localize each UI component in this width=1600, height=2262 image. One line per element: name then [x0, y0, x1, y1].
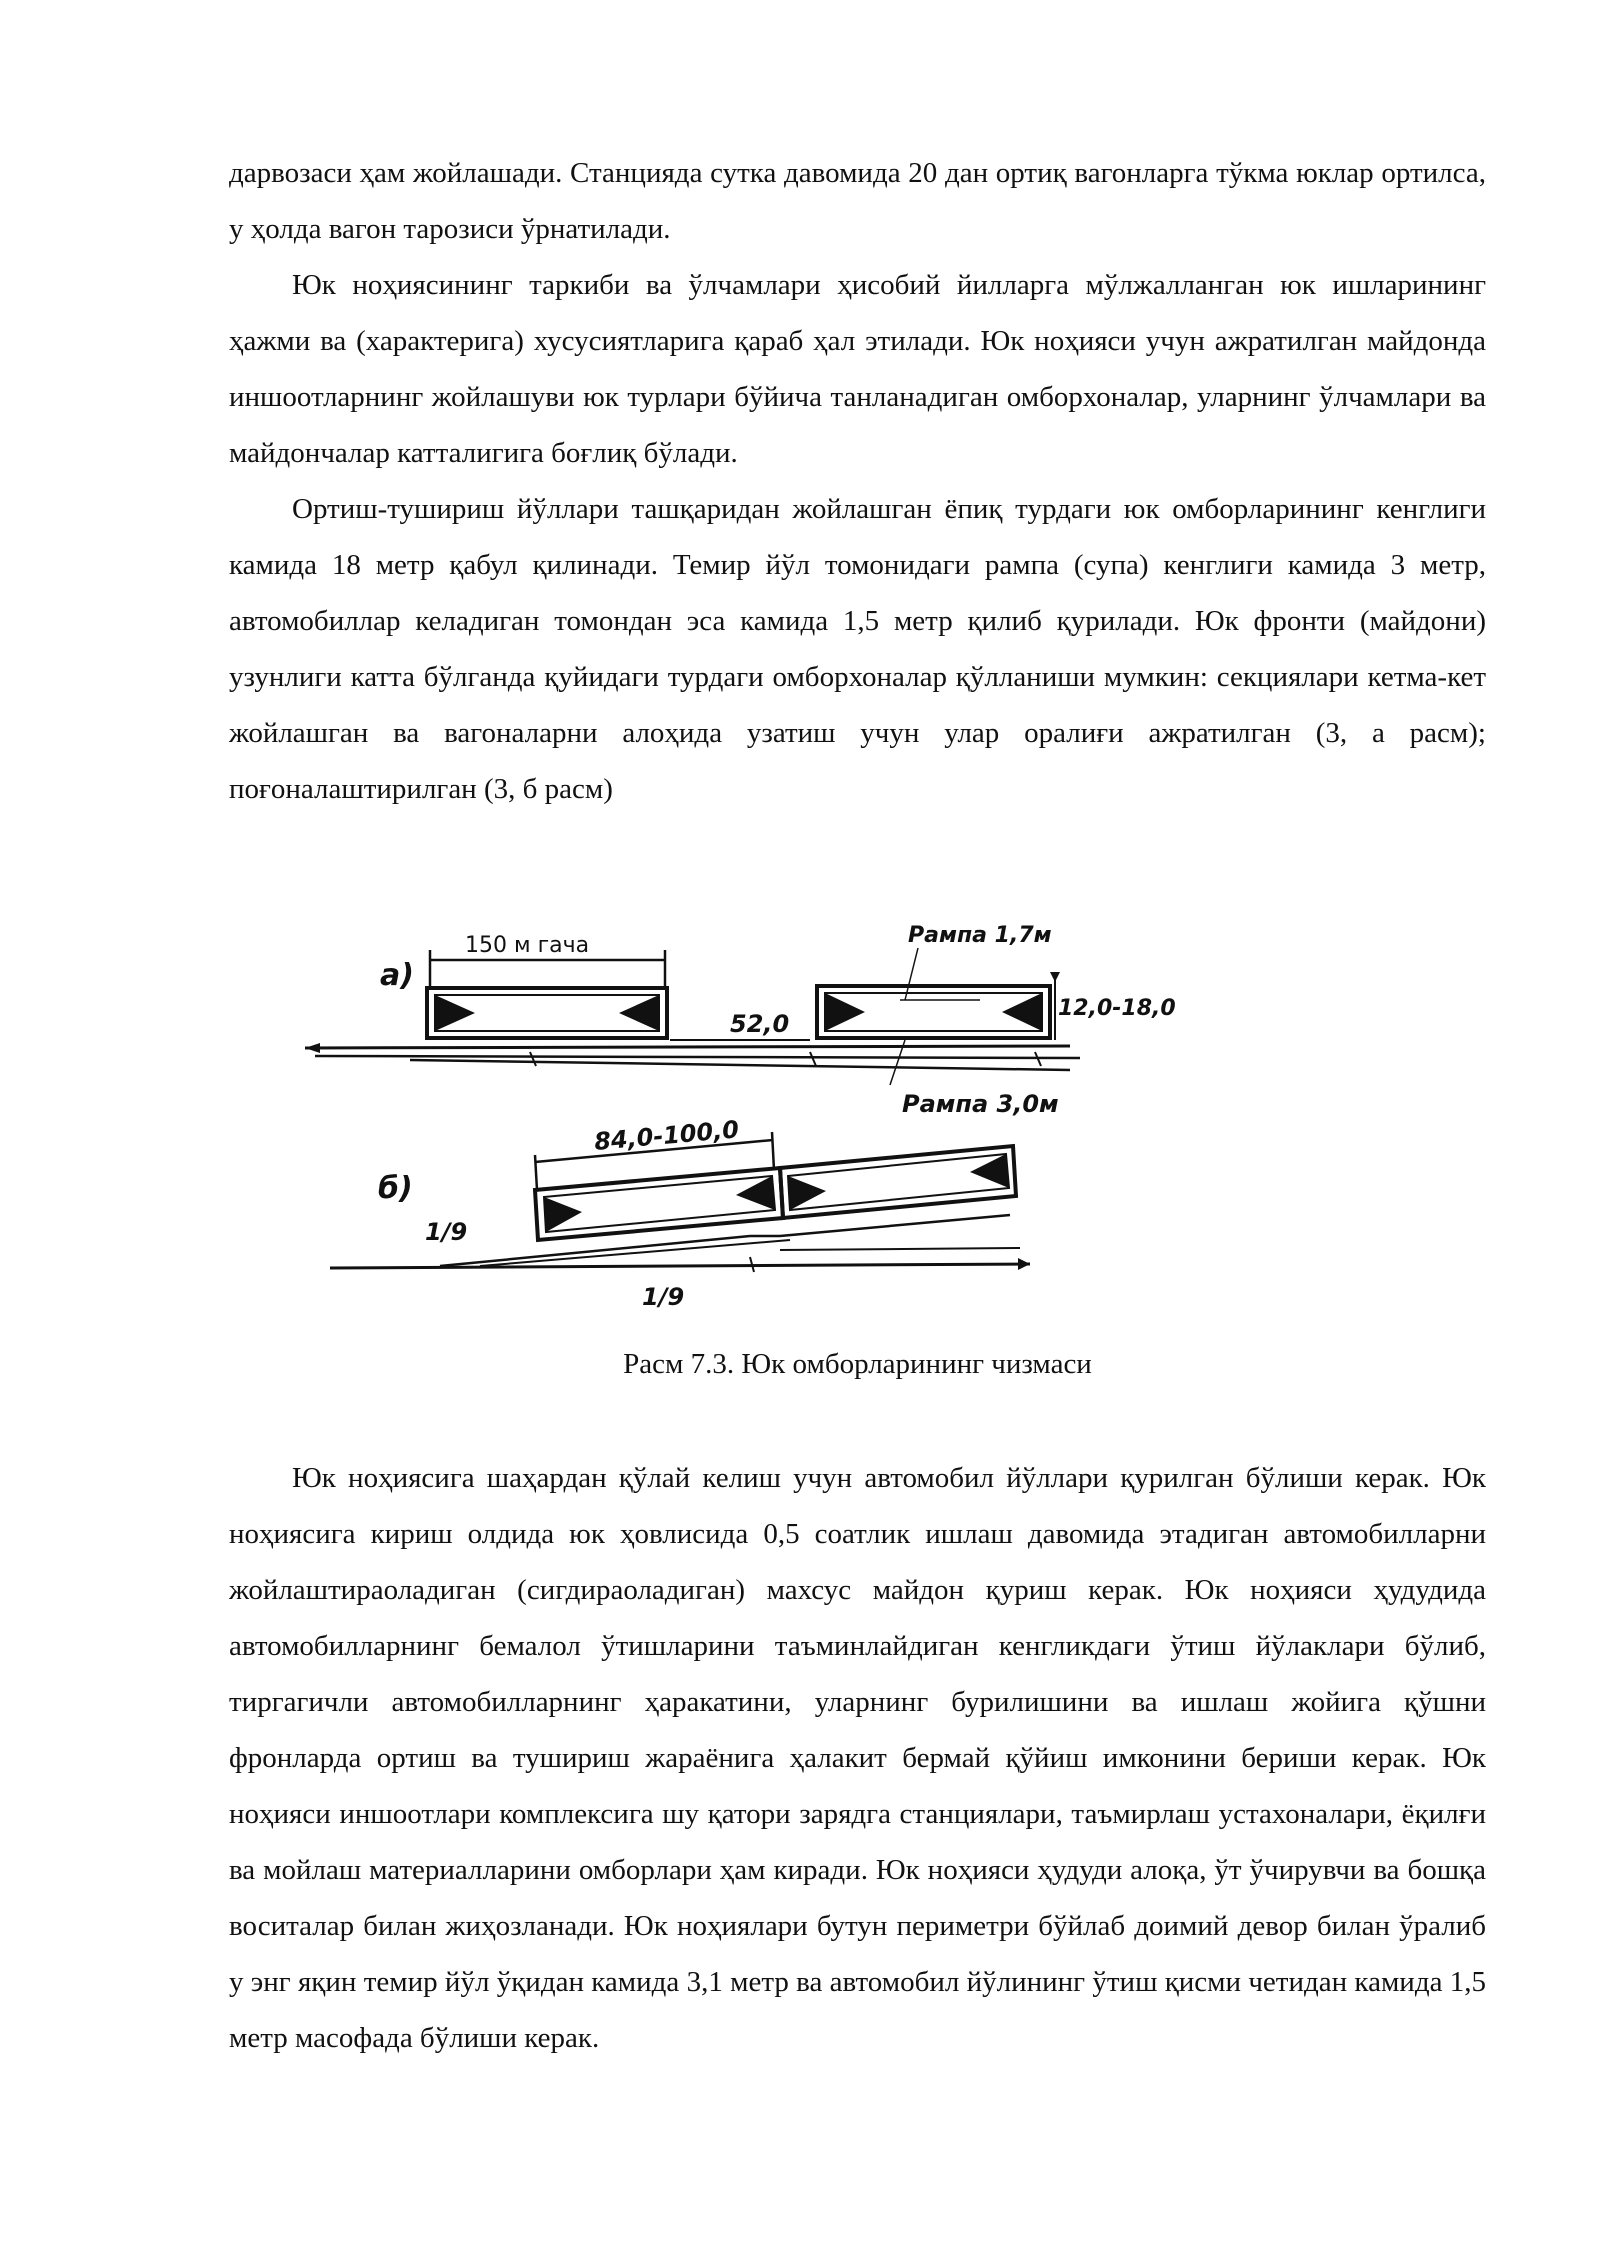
track-b-branch-4: [780, 1248, 1020, 1250]
label-b: б): [378, 1171, 413, 1206]
track-b-branch-3: [780, 1215, 1010, 1236]
track-tick-1: [530, 1052, 536, 1066]
track-b-branch-1: [440, 1236, 750, 1266]
track-b-end-right: [1018, 1258, 1030, 1270]
track-tick-2: [810, 1052, 816, 1066]
track-a-1: [305, 1046, 1070, 1048]
dim-b-tick-right: [772, 1132, 774, 1170]
track-b-branch-2: [480, 1240, 790, 1266]
figure-caption: Расм 7.3. Юк омборларининг чизмаси: [623, 1348, 1092, 1380]
track-a-end-left: [305, 1043, 320, 1053]
slope-left-label: 1/9: [425, 1218, 468, 1246]
slope-bottom-label: 1/9: [642, 1283, 685, 1311]
warehouse-layout-figure: [290, 900, 1190, 1330]
warehouse-b1-left-mark: [544, 1197, 582, 1232]
width-range-label: 12,0-18,0: [1058, 996, 1176, 1021]
paragraph-3: Ортиш-тушириш йўллари ташқаридан жойлашган ёпиқ турдаги юк омборларининг кенглиги камида 18 метр қабул қилинади. Темир йўл томонидаги рампа (супа) кенглиги камида 3 метр, автомобиллар келадиган томондан эса камида 1,5 метр қилиб қурилади. Юк фронти (майдони) узунлиги катта бўлганда қуйидаги турдаги омборхоналар қўлланиши мумкин: секциялари кетма-кет жойлашган ва вагоналарни алоҳида узатиш учун улар оралиғи ажратилган (3, а расм); поғоналаштирилган (3, б расм): [229, 493, 1486, 805]
warehouse-a1-right-mark: [619, 995, 659, 1031]
paragraph-2: Юк ноҳиясининг таркиби ва ўлчамлари ҳисобий йилларга мўлжалланган юк ишларининг ҳажми ва (характерига) хусусиятларига қараб ҳал этилади. Юк ноҳияси учун ажратилган майдонда иншоотларнинг жойлашуви юк турлари бўйича танланадиган омборхоналар, уларнинг ўлчамлари ва майдончалар катталигига боғлиқ бўлади.: [229, 269, 1486, 469]
warehouse-b2-right-mark: [970, 1154, 1009, 1188]
warehouse-diagram: [290, 900, 1190, 1330]
warehouse-a2-left-mark: [825, 993, 865, 1031]
track-a-3: [410, 1060, 1070, 1070]
label-a: а): [380, 958, 414, 993]
warehouse-b2-left-mark: [788, 1176, 826, 1210]
ramp-top-label: Рампа 1,7м: [908, 923, 1052, 948]
dim-b-tick-left: [535, 1155, 537, 1190]
ramp-bottom-label: Рампа 3,0м: [902, 1090, 1059, 1118]
warehouse-a2-right-mark: [1002, 993, 1042, 1031]
text-block-bottom: [229, 1450, 1486, 2066]
paragraph-4: Юк ноҳиясига шаҳардан қўлай келиш учун автомобил йўллари қурилган бўлиши керак. Юк ноҳиясига кириш олдида юк ҳовлисида 0,5 соатлик ишлаш давомида этадиган автомобилларни жойлаштираоладиган (сигдираоладиган) махсус майдон қуриш керак. Юк ноҳияси ҳудудида автомобилларнинг бемалол ўтишларини таъминлайдиган кенгликдаги ўтиш йўлаклари бўлиб, тиргагичли автомобилларнинг ҳаракатини, уларнинг бурилишини ва ишлаш жойига қўшни фронларда ортиш ва тушириш жараёнига ҳалакит бермай қўйиш имконини бериши керак. Юк ноҳияси иншоотлари комплексига шу қатори зарядга станциялари, таъмирлаш устахоналари, ёқилғи ва мойлаш материалларини омборлари ҳам киради. Юк ноҳияси ҳудуди алоқа, ўт ўчирувчи ва бошқа воситалар билан жиҳозланади. Юк ноҳиялари бутун периметри бўйлаб доимий девор билан ўралиб у энг яқин темир йўл ўқидан камида 3,1 метр ва автомобил йўлининг ўтиш қисми четидан камида 1,5 метр масофада бўлиши керак.: [229, 1462, 1486, 2054]
width-dim-arrow: [1050, 972, 1060, 982]
text-block-top: [229, 145, 1486, 817]
dim-length-a: 150 м гача: [465, 933, 590, 958]
paragraph-1: дарвозаси ҳам жойлашади. Станцияда сутка давомида 20 дан ортиқ вагонларга тўкма юклар ортилса, у ҳолда вагон тарозиси ўрнатилади.: [229, 157, 1486, 245]
track-a-2: [315, 1056, 1080, 1058]
warehouse-a1-left-mark: [435, 995, 475, 1031]
dim-length-b: 84,0-100,0: [593, 1115, 741, 1156]
track-b-main: [330, 1264, 1030, 1268]
warehouse-b1-right-mark: [736, 1176, 775, 1210]
dim-gap-label: 52,0: [730, 1010, 790, 1038]
